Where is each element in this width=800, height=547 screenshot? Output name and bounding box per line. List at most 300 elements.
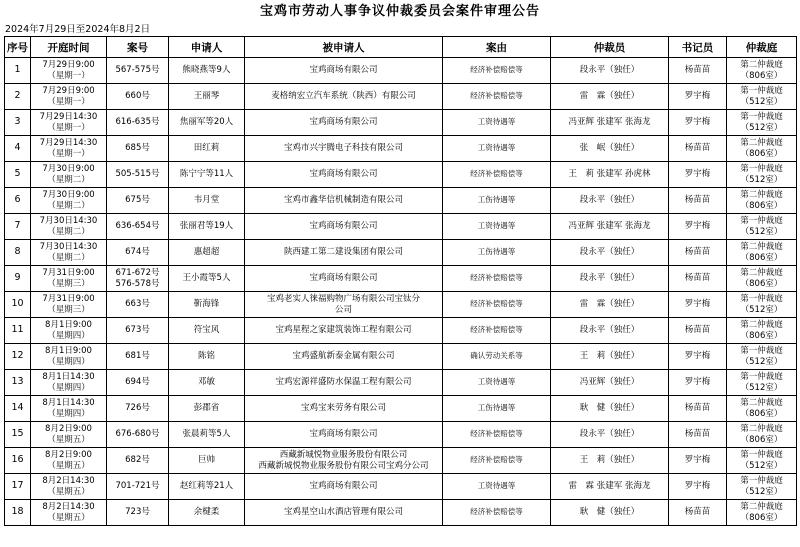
row-applicant	[169, 292, 245, 318]
row-respondent-respondent: 宝鸡商场有限公司	[309, 169, 378, 180]
table-row	[5, 474, 797, 500]
row-clerk-clerk: 杨苗苗	[684, 195, 711, 206]
row-applicant-applicant: 王小霞等5人	[182, 273, 231, 284]
table-row	[5, 58, 797, 84]
row-tribunal-room: （806室）	[740, 330, 783, 341]
row-date	[31, 448, 107, 474]
row-tribunal	[727, 422, 797, 448]
row-arbitrator-arbitrator: 张 岷（独任）	[579, 143, 640, 154]
table-row	[5, 188, 797, 214]
row-date-date: 7月29日9:00	[42, 60, 95, 70]
header-arbitrator: 仲裁员	[551, 37, 669, 58]
row-cause-cause: 工资待遇等	[477, 143, 516, 153]
row-clerk	[669, 162, 727, 188]
row-applicant	[169, 344, 245, 370]
row-respondent-respondent: 宝鸡星空山水酒店管理有限公司	[283, 507, 403, 518]
row-clerk	[669, 396, 727, 422]
row-cause-cause: 工伤待遇等	[477, 247, 516, 257]
row-tribunal-tribunal: 第一仲裁庭	[740, 112, 783, 122]
row-date-date: 7月29日14:30	[39, 138, 98, 148]
row-cause-cause: 工资待遇等	[477, 117, 516, 127]
table-row	[5, 448, 797, 474]
row-applicant	[169, 84, 245, 110]
row-arbitrator	[551, 188, 669, 214]
row-applicant	[169, 266, 245, 292]
row-case-no	[107, 474, 169, 500]
row-applicant-applicant: 赵红莉等21人	[179, 481, 234, 492]
row-seq-seq: 11	[11, 324, 24, 336]
row-arbitrator	[551, 240, 669, 266]
row-arbitrator	[551, 84, 669, 110]
row-tribunal-room: （512室）	[740, 226, 783, 237]
row-applicant-applicant: 焦丽军等20人	[179, 117, 234, 128]
row-date-date: 7月30日14:30	[39, 216, 98, 226]
row-cause-cause: 经济补偿赔偿等	[470, 299, 523, 309]
row-date	[31, 110, 107, 136]
row-clerk-clerk: 罗宇梅	[684, 91, 711, 102]
row-date	[31, 422, 107, 448]
row-respondent-respondent: 宝鸡盛航新泰金属有限公司	[292, 351, 395, 362]
row-case-no-case-no: 636-654号	[115, 221, 160, 232]
row-case-no	[107, 266, 169, 292]
row-seq	[5, 448, 31, 474]
row-cause-cause: 工资待遇等	[477, 377, 516, 387]
row-date-weekday: （星期三）	[47, 278, 90, 289]
row-date-weekday: （星期一）	[47, 96, 90, 107]
row-date	[31, 136, 107, 162]
row-arbitrator	[551, 266, 669, 292]
row-tribunal	[727, 266, 797, 292]
row-date-weekday: （星期四）	[47, 356, 90, 367]
row-cause	[443, 396, 551, 422]
row-tribunal	[727, 448, 797, 474]
row-case-no-case-no: 567-575号	[115, 65, 160, 76]
row-arbitrator-arbitrator: 雷 霖（独任）	[579, 91, 640, 102]
row-case-no	[107, 84, 169, 110]
row-date	[31, 240, 107, 266]
row-arbitrator-arbitrator: 段永平（独任）	[579, 65, 640, 76]
row-arbitrator	[551, 422, 669, 448]
row-cause	[443, 240, 551, 266]
row-cause	[443, 500, 551, 526]
row-date-weekday: （星期五）	[47, 512, 90, 523]
row-case-no-case-no: 663号	[125, 299, 150, 310]
header-cause: 案由	[443, 37, 551, 58]
row-cause	[443, 84, 551, 110]
row-arbitrator	[551, 110, 669, 136]
row-date-date: 8月2日14:30	[42, 476, 95, 486]
row-applicant	[169, 318, 245, 344]
row-respondent-respondent: 宝鸡宏源祥盛防水保温工程有限公司	[275, 377, 412, 388]
row-arbitrator-arbitrator: 段永平（独任）	[579, 195, 640, 206]
row-arbitrator-arbitrator: 冯亚辉 张建军 张海龙	[568, 221, 651, 232]
row-cause	[443, 448, 551, 474]
row-date-weekday: （星期二）	[47, 174, 90, 185]
row-tribunal-room: （512室）	[740, 460, 783, 471]
row-seq	[5, 214, 31, 240]
row-tribunal-tribunal: 第一仲裁庭	[740, 294, 783, 304]
table-row	[5, 422, 797, 448]
row-applicant-applicant: 符宝风	[193, 325, 220, 336]
row-date-date: 8月2日9:00	[45, 424, 92, 434]
row-date-weekday: （星期一）	[47, 122, 90, 133]
row-case-no-case-no: 660号	[125, 91, 150, 102]
header-applicant: 申请人	[169, 37, 245, 58]
row-seq-seq: 8	[14, 246, 21, 258]
row-respondent	[245, 162, 443, 188]
table-row	[5, 110, 797, 136]
header-clerk: 书记员	[669, 37, 727, 58]
row-respondent	[245, 84, 443, 110]
row-seq-seq: 1	[14, 64, 21, 76]
row-seq	[5, 344, 31, 370]
row-seq	[5, 292, 31, 318]
row-respondent-respondent2: 公司	[334, 304, 352, 315]
row-tribunal	[727, 240, 797, 266]
row-date-weekday: （星期五）	[47, 434, 90, 445]
row-date	[31, 318, 107, 344]
row-clerk-clerk: 罗宇梅	[684, 299, 711, 310]
row-cause-cause: 工资待遇等	[477, 481, 516, 491]
row-seq-seq: 16	[11, 454, 24, 466]
row-date-weekday: （星期一）	[47, 148, 90, 159]
row-clerk	[669, 58, 727, 84]
row-clerk	[669, 84, 727, 110]
row-arbitrator-arbitrator: 冯亚辉 张建军 张海龙	[568, 117, 651, 128]
table-row	[5, 136, 797, 162]
row-applicant	[169, 110, 245, 136]
row-arbitrator-arbitrator: 王 莉（独任）	[579, 455, 640, 466]
row-case-no	[107, 214, 169, 240]
row-case-no	[107, 58, 169, 84]
row-applicant-applicant: 陈宁宁等11人	[179, 169, 234, 180]
row-tribunal-room: （512室）	[740, 304, 783, 315]
row-case-no-case-no: 675号	[125, 195, 150, 206]
row-arbitrator-arbitrator: 段永平（独任）	[579, 325, 640, 336]
row-clerk	[669, 370, 727, 396]
row-arbitrator-arbitrator: 雷 霖（独任）	[579, 299, 640, 310]
row-date	[31, 214, 107, 240]
header-seq: 序号	[5, 37, 31, 58]
row-arbitrator	[551, 396, 669, 422]
row-case-no-case-no: 676-680号	[115, 429, 160, 440]
row-clerk-clerk: 杨苗苗	[684, 143, 711, 154]
row-case-no	[107, 344, 169, 370]
row-clerk-clerk: 杨苗苗	[684, 65, 711, 76]
row-clerk	[669, 474, 727, 500]
row-applicant-applicant: 田红莉	[193, 143, 220, 154]
row-applicant	[169, 136, 245, 162]
row-tribunal-room: （806室）	[740, 200, 783, 211]
row-arbitrator-arbitrator: 冯亚辉（独任）	[579, 377, 640, 388]
row-clerk-clerk: 杨苗苗	[684, 429, 711, 440]
row-tribunal-room: （512室）	[740, 382, 783, 393]
row-seq-seq: 3	[14, 116, 21, 128]
row-applicant-applicant: 陈铭	[197, 351, 215, 362]
page-title: 宝鸡市劳动人事争议仲裁委员会案件审理公告	[259, 4, 540, 19]
row-case-no-case-no: 673号	[125, 325, 150, 336]
row-cause	[443, 318, 551, 344]
row-case-no-case-no2: 576-578号	[115, 278, 160, 289]
row-tribunal	[727, 136, 797, 162]
row-arbitrator-arbitrator: 王 莉 张建军 孙虎林	[568, 169, 651, 180]
row-cause-cause: 经济补偿赔偿等	[470, 507, 523, 517]
row-seq-seq: 5	[14, 168, 21, 180]
row-seq-seq: 7	[14, 220, 21, 232]
row-arbitrator	[551, 500, 669, 526]
row-tribunal-room: （806室）	[740, 252, 783, 263]
row-arbitrator	[551, 474, 669, 500]
header-case-no: 案号	[107, 37, 169, 58]
row-clerk	[669, 318, 727, 344]
row-applicant	[169, 396, 245, 422]
row-respondent	[245, 214, 443, 240]
row-tribunal	[727, 110, 797, 136]
row-tribunal-room: （512室）	[740, 174, 783, 185]
row-respondent-respondent: 西藏新城悦物业服务股份有限公司	[279, 450, 408, 460]
row-date	[31, 188, 107, 214]
row-case-no	[107, 318, 169, 344]
header-tribunal: 仲裁庭	[727, 37, 797, 58]
row-clerk	[669, 344, 727, 370]
row-applicant-applicant: 余楗柔	[193, 507, 220, 518]
row-respondent	[245, 318, 443, 344]
row-case-no	[107, 396, 169, 422]
row-tribunal	[727, 396, 797, 422]
row-clerk-clerk: 罗宇梅	[684, 169, 711, 180]
row-cause	[443, 370, 551, 396]
row-applicant-applicant: 王丽琴	[193, 91, 220, 102]
row-cause-cause: 工资待遇等	[477, 221, 516, 231]
row-arbitrator-arbitrator: 王 莉（独任）	[579, 351, 640, 362]
row-clerk	[669, 240, 727, 266]
row-date	[31, 84, 107, 110]
row-date-date: 7月30日9:00	[42, 190, 95, 200]
row-respondent	[245, 266, 443, 292]
row-date-weekday: （星期二）	[47, 252, 90, 263]
row-applicant	[169, 214, 245, 240]
case-table	[4, 36, 797, 526]
row-clerk-clerk: 杨苗苗	[684, 325, 711, 336]
row-seq-seq: 2	[14, 90, 21, 102]
row-seq-seq: 9	[14, 272, 21, 284]
row-clerk-clerk: 罗宇梅	[684, 351, 711, 362]
row-date-weekday: （星期五）	[47, 486, 90, 497]
row-cause	[443, 474, 551, 500]
row-arbitrator-arbitrator: 段永平（独任）	[579, 429, 640, 440]
row-clerk	[669, 422, 727, 448]
row-applicant	[169, 500, 245, 526]
table-row	[5, 370, 797, 396]
row-respondent-respondent: 宝鸡市兴宇腾电子科技有限公司	[283, 143, 403, 154]
table-row	[5, 214, 797, 240]
row-applicant	[169, 422, 245, 448]
row-date	[31, 58, 107, 84]
row-case-no-case-no: 671-672号	[115, 268, 160, 278]
table-header-row	[5, 37, 797, 58]
row-applicant	[169, 448, 245, 474]
row-date	[31, 500, 107, 526]
row-date-date: 8月2日9:00	[45, 450, 92, 460]
row-case-no-case-no: 694号	[125, 377, 150, 388]
row-arbitrator	[551, 370, 669, 396]
row-cause-cause: 经济补偿赔偿等	[470, 325, 523, 335]
row-seq-seq: 12	[11, 350, 24, 362]
row-clerk-clerk: 杨苗苗	[684, 403, 711, 414]
row-cause-cause: 确认劳动关系等	[470, 351, 523, 361]
table-row	[5, 162, 797, 188]
row-tribunal	[727, 292, 797, 318]
row-applicant	[169, 188, 245, 214]
row-tribunal-tribunal: 第二仲裁庭	[740, 138, 783, 148]
row-date-date: 7月29日14:30	[39, 112, 98, 122]
row-tribunal	[727, 318, 797, 344]
row-date-weekday: （星期四）	[47, 382, 90, 393]
row-case-no	[107, 240, 169, 266]
row-applicant-applicant: 张晨莉等5人	[182, 429, 231, 440]
row-cause-cause: 工伤待遇等	[477, 403, 516, 413]
row-tribunal-tribunal: 第一仲裁庭	[740, 450, 783, 460]
row-case-no	[107, 162, 169, 188]
row-date-weekday: （星期二）	[47, 200, 90, 211]
row-respondent-respondent: 宝鸡商场有限公司	[309, 273, 378, 284]
row-date-weekday: （星期一）	[47, 70, 90, 81]
row-respondent	[245, 188, 443, 214]
row-cause	[443, 136, 551, 162]
row-date-date: 8月1日9:00	[45, 346, 92, 356]
row-arbitrator-arbitrator: 段永平（独任）	[579, 247, 640, 258]
table-row	[5, 396, 797, 422]
row-seq	[5, 474, 31, 500]
row-case-no	[107, 500, 169, 526]
row-tribunal	[727, 162, 797, 188]
row-tribunal-room: （806室）	[740, 70, 783, 81]
row-respondent-respondent: 陕西建工第二建设集团有限公司	[283, 247, 403, 258]
row-tribunal-tribunal: 第一仲裁庭	[740, 346, 783, 356]
row-arbitrator	[551, 214, 669, 240]
row-cause-cause: 经济补偿赔偿等	[470, 91, 523, 101]
row-applicant-applicant: 邓敏	[197, 377, 215, 388]
row-seq	[5, 188, 31, 214]
row-clerk-clerk: 罗宇梅	[684, 481, 711, 492]
row-clerk	[669, 188, 727, 214]
row-case-no	[107, 188, 169, 214]
row-cause	[443, 344, 551, 370]
row-cause	[443, 422, 551, 448]
row-case-no-case-no: 682号	[125, 455, 150, 466]
row-arbitrator	[551, 136, 669, 162]
row-tribunal-tribunal: 第一仲裁庭	[740, 372, 783, 382]
row-respondent	[245, 136, 443, 162]
row-tribunal-tribunal: 第二仲裁庭	[740, 60, 783, 70]
row-seq	[5, 500, 31, 526]
row-date	[31, 474, 107, 500]
row-applicant	[169, 370, 245, 396]
row-cause	[443, 110, 551, 136]
row-tribunal	[727, 84, 797, 110]
row-respondent	[245, 110, 443, 136]
row-date-weekday: （星期四）	[47, 408, 90, 419]
row-tribunal-tribunal: 第一仲裁庭	[740, 86, 783, 96]
table-row	[5, 344, 797, 370]
row-cause-cause: 经济补偿赔偿等	[470, 429, 523, 439]
row-date-date: 7月30日14:30	[39, 242, 98, 252]
row-arbitrator-arbitrator: 耿 健（独任）	[579, 507, 640, 518]
row-date-date: 8月1日14:30	[42, 398, 95, 408]
row-clerk	[669, 292, 727, 318]
row-cause	[443, 162, 551, 188]
row-tribunal-tribunal: 第二仲裁庭	[740, 502, 783, 512]
header-date: 开庭时间	[31, 37, 107, 58]
row-tribunal	[727, 58, 797, 84]
row-respondent	[245, 58, 443, 84]
row-seq-seq: 6	[14, 194, 21, 206]
row-seq	[5, 110, 31, 136]
row-tribunal-room: （806室）	[740, 148, 783, 159]
row-tribunal-tribunal: 第一仲裁庭	[740, 216, 783, 226]
row-respondent-respondent: 宝鸡老实人徕福购物广场有限公司宝钛分	[266, 294, 420, 304]
row-tribunal	[727, 214, 797, 240]
row-date	[31, 162, 107, 188]
row-tribunal-room: （512室）	[740, 356, 783, 367]
row-case-no-case-no: 685号	[125, 143, 150, 154]
row-respondent	[245, 474, 443, 500]
row-date-weekday: （星期四）	[47, 330, 90, 341]
row-clerk	[669, 266, 727, 292]
row-applicant	[169, 474, 245, 500]
row-arbitrator	[551, 292, 669, 318]
row-seq	[5, 318, 31, 344]
table-row	[5, 84, 797, 110]
row-arbitrator	[551, 58, 669, 84]
row-tribunal-room: （512室）	[740, 486, 783, 497]
row-seq-seq: 13	[11, 376, 24, 388]
row-cause-cause: 经济补偿赔偿等	[470, 169, 523, 179]
row-tribunal-tribunal: 第二仲裁庭	[740, 268, 783, 278]
row-respondent-respondent: 宝鸡商场有限公司	[309, 65, 378, 76]
row-cause-cause: 经济补偿赔偿等	[470, 65, 523, 75]
row-clerk-clerk: 杨苗苗	[684, 273, 711, 284]
row-seq-seq: 4	[14, 142, 21, 154]
row-seq	[5, 58, 31, 84]
row-arbitrator	[551, 318, 669, 344]
row-respondent-respondent: 宝鸡星程之家建筑装饰工程有限公司	[275, 325, 412, 336]
row-date-date: 8月2日14:30	[42, 502, 95, 512]
row-cause	[443, 214, 551, 240]
row-cause	[443, 58, 551, 84]
row-respondent-respondent: 宝鸡商场有限公司	[309, 429, 378, 440]
row-clerk-clerk: 罗宇梅	[684, 221, 711, 232]
row-respondent-respondent: 宝鸡商场有限公司	[309, 117, 378, 128]
row-applicant-applicant: 惠超超	[193, 247, 220, 258]
table-row	[5, 266, 797, 292]
row-respondent-respondent: 宝鸡商场有限公司	[309, 221, 378, 232]
row-date	[31, 370, 107, 396]
row-tribunal-tribunal: 第二仲裁庭	[740, 242, 783, 252]
date-range: 2024年7月29日至2024年8月2日	[5, 24, 151, 35]
table-row	[5, 292, 797, 318]
table-row	[5, 318, 797, 344]
row-arbitrator-arbitrator: 雷 霖 张建军 张海龙	[568, 481, 651, 492]
row-clerk-clerk: 罗宇梅	[684, 377, 711, 388]
row-respondent	[245, 344, 443, 370]
row-seq-seq: 18	[11, 506, 24, 518]
row-applicant-applicant: 韦月堂	[193, 195, 220, 206]
row-seq	[5, 136, 31, 162]
row-tribunal-tribunal: 第二仲裁庭	[740, 398, 783, 408]
row-tribunal-tribunal: 第一仲裁庭	[740, 164, 783, 174]
row-applicant	[169, 162, 245, 188]
